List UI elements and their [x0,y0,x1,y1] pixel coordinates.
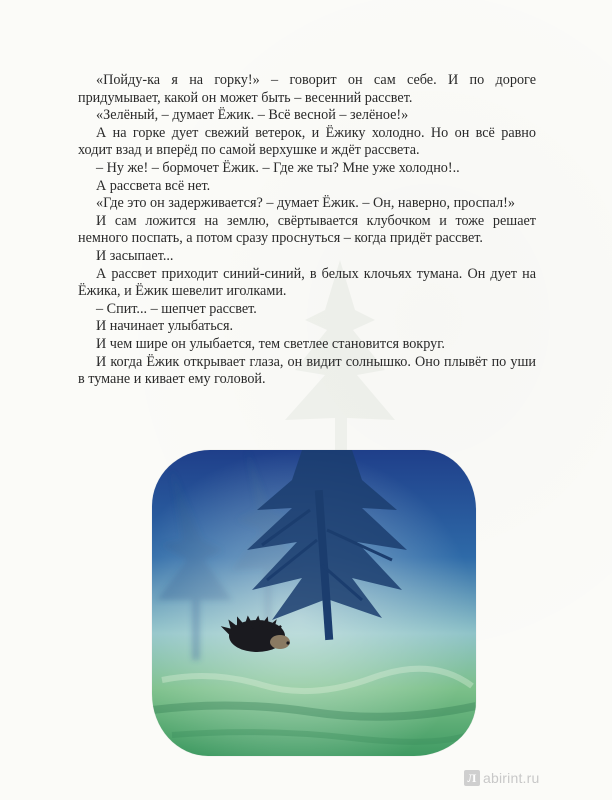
paragraph: «Где это он задерживается? – думает Ёжик. – Он, наверно, проспал!» [96,195,515,212]
paragraph: И сам ложится на землю, свёртывается клубочком и тоже решает немного поспать, а потом сразу проснуться – когда придёт рассвет. [78,212,536,247]
paragraph: – Спит... – шепчет рассвет. [96,300,257,317]
paragraph: И начинает улыбаться. [96,318,234,335]
watermark [464,770,539,786]
hedgehog-illustration [152,450,476,756]
paragraph: «Пойду-ка я на горку!» – говорит он сам себе. И по дороге придумывает, какой он может быть – весенний рассвет. [78,72,536,106]
watermark-text: abirint.ru [483,770,540,786]
paragraph: И чем шире он улыбается, тем светлее становится вокруг. [96,335,445,352]
paragraph: И когда Ёжик открывает глаза, он видит солнышко. Оно плывёт по уши в тумане и кивает ему головой. [78,353,536,388]
paragraph: – Ну же! – бормочет Ёжик. – Где же ты? Мне уже холодно!.. [96,159,460,176]
paragraph: И засыпает... [96,247,174,264]
paragraph: А рассвета всё нет. [96,177,211,194]
story-text [78,72,536,389]
paragraph: А рассвет приходит синий-синий, в белых клочьях тумана. Он дует на Ёжика, и Ёжик шевелит иголками. [78,265,536,300]
labirint-logo-icon: Л [464,770,480,786]
paragraph: «Зелёный, – думает Ёжик. – Всё весной – зелёное!» [96,107,409,124]
paragraph: А на горке дует свежий ветерок, и Ёжику холодно. Но он всё равно ходит взад и вперёд по самой верхушке и ждёт рассвета. [78,124,536,159]
illustration-canvas [152,450,476,756]
